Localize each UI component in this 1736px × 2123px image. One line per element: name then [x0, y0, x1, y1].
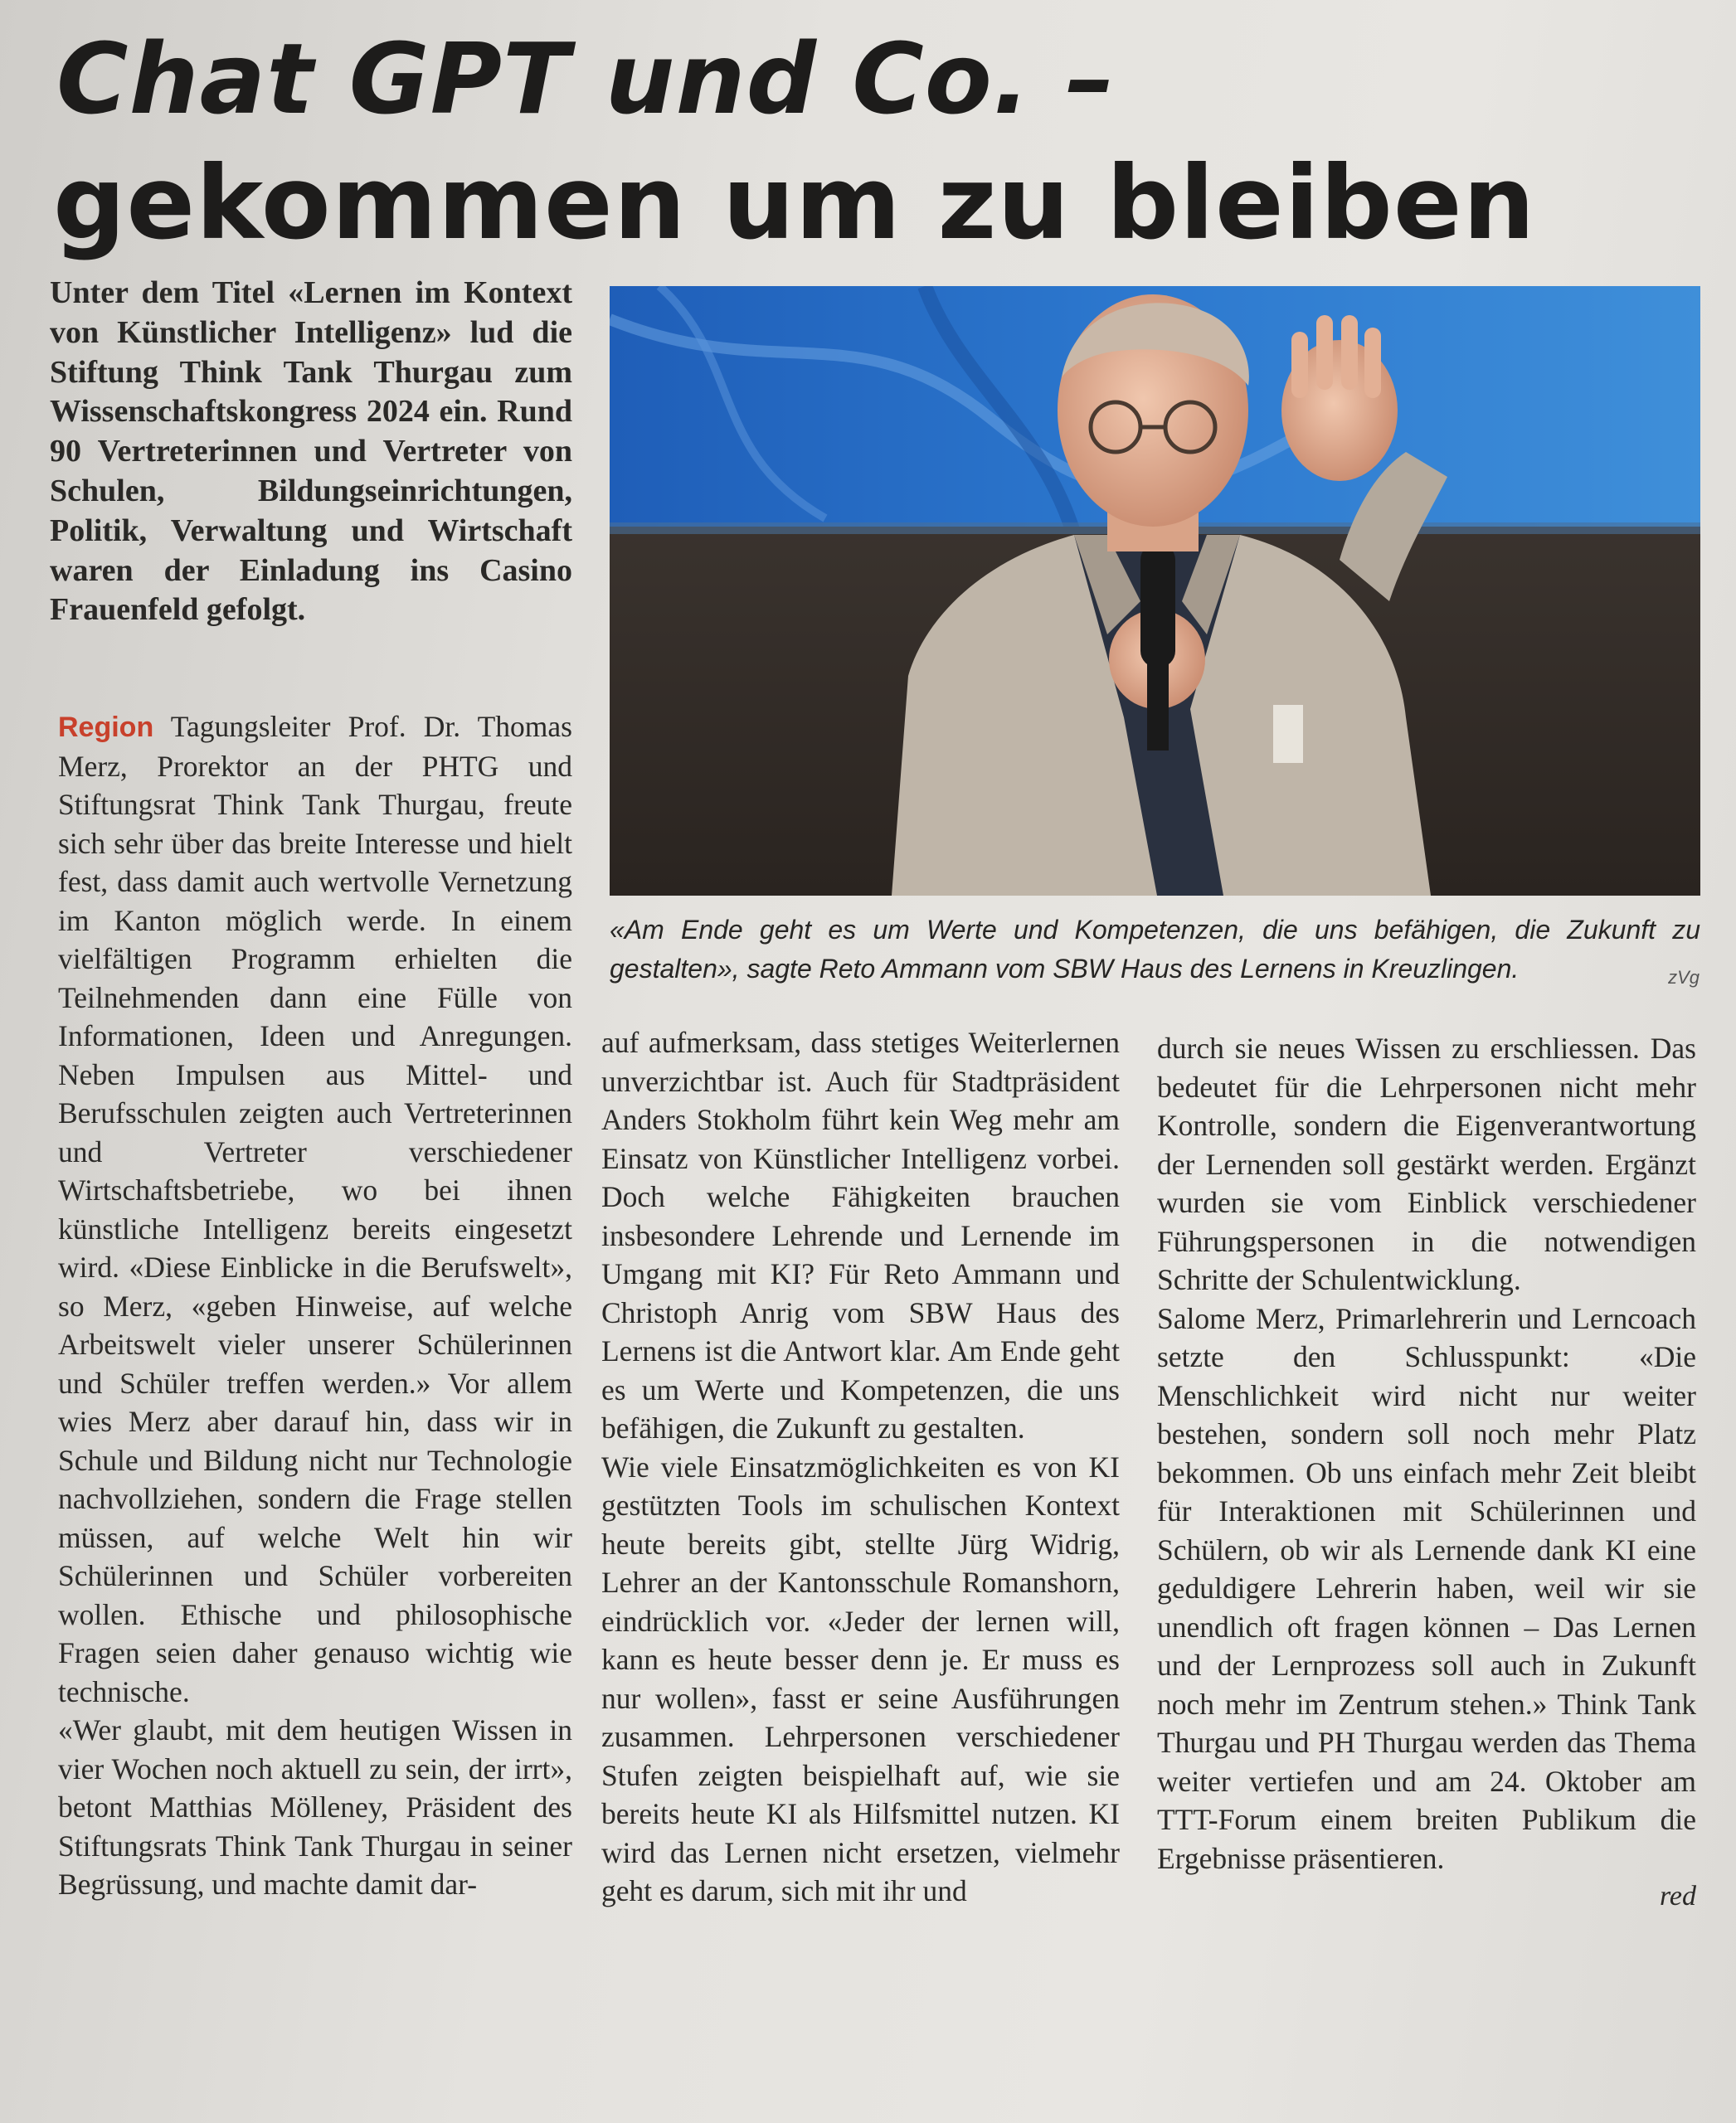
- body-paragraph: Wie viele Einsatzmöglichkeiten es von KI gestützten Tools im schulischen Kontext heute bereits gibt, stellte Jürg Widrig, Lehrer an der Kantonsschule Romanshorn, eindrücklich vor. «Jeder der lernen will, kann es heute besser denn je. Er muss es nur wollen», fasst er seine Ausführungen zusammen. Lehrpersonen verschiedener Stufen zeigten beispielhaft auf, wie sie bereits heute KI als Hilfsmittel nutzen. KI wird das Lernen nicht ersetzen, vielmehr geht es darum, sich mit ihr und: [601, 1450, 1120, 1907]
- photo-caption: «Am Ende geht es um Werte und Kompetenzen, die uns befähigen, die Zukunft zu gestalten», sagte Reto Ammann vom SBW Haus des Lernens in Kreuzlingen.: [610, 915, 1700, 984]
- body-paragraph: «Wer glaubt, mit dem heutigen Wissen in vier Wochen noch aktuell zu sein, der irrt», betont Matthias Mölleney, Präsident des Stiftungsrats Think Tank Thurgau in seiner Begrüssung, und machte damit dar-: [58, 1713, 572, 1901]
- body-column-1: [58, 707, 572, 1904]
- author-signature: red: [1659, 1881, 1696, 1912]
- headline-line-1: Chat GPT und Co. –: [56, 22, 1116, 136]
- body-column-2: [601, 1023, 1120, 1911]
- headline-line-2: gekommen um zu bleiben: [53, 144, 1536, 262]
- body-paragraph: Salome Merz, Primarlehrerin und Lerncoach setzte den Schlusspunkt: «Die Menschlichkeit wird nicht nur weiter bestehen, sondern soll noch mehr Platz bekommen. Ob uns einfach mehr Zeit bleibt für Interaktionen mit Schülerinnen und Schülern, ob wir als Lernende dank KI eine geduldigere Lehrerin haben, weil wir sie unendlich oft fragen können – Das Lernen und der Lernprozess soll auch in Zukunft noch mehr im Zentrum stehen.» Think Tank Thurgau und PH Thurgau werden das Thema weiter vertiefen und am 24. Oktober am TTT-Forum einem breiten Publikum die Ergebnisse präsentieren.: [1157, 1301, 1696, 1875]
- body-paragraph: [58, 707, 572, 1711]
- headline: [53, 17, 1632, 265]
- lead-paragraph: Unter dem Titel «Lernen im Kontext von Künstlicher Intelligenz» lud die Stiftung Think Tank Thurgau zum Wissenschaftskongress 2024 ein. Rund 90 Vertreterinnen und Vertreter von Schulen, Bildungseinrichtungen, Politik, Verwaltung und Wirtschaft waren der Einladung ins Casino Frauenfeld gefolgt.: [50, 275, 572, 628]
- speaker-photo: [610, 286, 1700, 896]
- body-column-3: [1157, 1029, 1696, 1917]
- body-paragraph: durch sie neues Wissen zu erschliessen. Das bedeutet für die Lehrpersonen nicht mehr Kontrolle, sondern die Eigenverantwortung der Lernenden soll gestärkt werden. Ergänzt wurden sie vom Einblick verschiedener Führungspersonen in die notwendigen Schritte der Schulentwicklung.: [1157, 1032, 1696, 1296]
- body-paragraph: auf aufmerksam, dass stetiges Weiterlernen unverzichtbar ist. Auch für Stadtpräsident Anders Stokholm führt kein Weg mehr am Einsatz von Künstlicher Intelligenz vorbei. Doch welche Fähigkeiten brauchen insbesondere Lehrende und Lernende im Umgang mit KI? Für Reto Ammann und Christoph Anrig vom SBW Haus des Lernens ist die Antwort klar. Am Ende geht es um Werte und Kompetenzen, die uns befähigen, die Zukunft zu gestalten.: [601, 1026, 1120, 1445]
- body-text: Tagungsleiter Prof. Dr. Thomas Merz, Prorektor an der PHTG und Stiftungsrat Think Tank Thurgau, freute sich sehr über das breite Interesse und hielt fest, dass damit auch wertvolle Vernetzung im Kanton möglich werde. In einem vielfältigen Programm erhielten die Teilnehmenden dann eine Fülle von Informationen, Ideen und Anregungen. Neben Impulsen aus Mittel- und Berufsschulen zeigten auch Vertreterinnen und Vertreter verschiedener Wirtschaftsbetriebe, wo bei ihnen künstliche Intelligenz bereits eingesetzt wird. «Diese Einblicke in die Berufswelt», so Merz, «geben Hinweise, auf welche Arbeitswelt vieler unserer Schülerinnen und Schüler treffen werden.» Vor allem wies Merz aber darauf hin, dass wir in Schule und Bildung nicht nur Technologie nachvollziehen, sondern die Frage stellen müssen, auf welche Welt hin wir Schülerinnen und Schüler vorbereiten wollen. Ethische und philosophische Fragen seien daher genauso wichtig wie technische.: [58, 710, 572, 1708]
- dateline: Region: [58, 712, 154, 743]
- photo-credit: zVg: [1668, 967, 1700, 988]
